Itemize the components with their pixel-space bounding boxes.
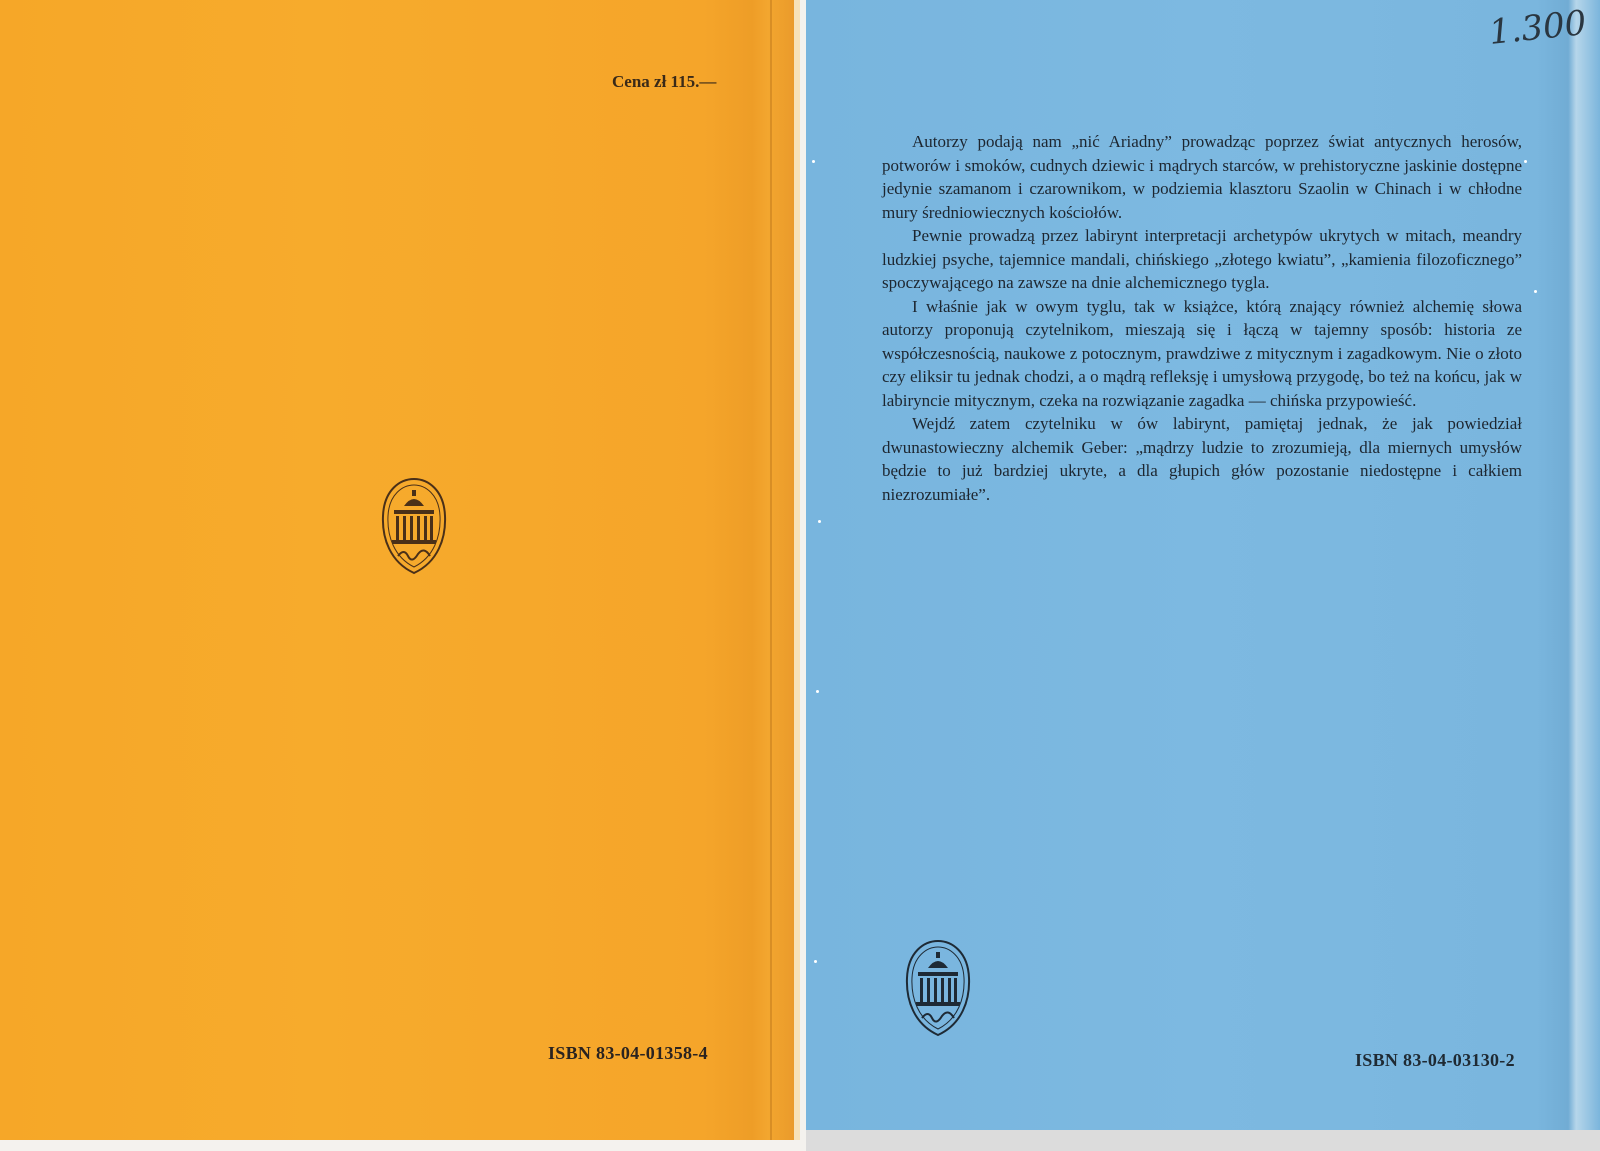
blurb-paragraph: I właśnie jak w owym tyglu, tak w książce, którą znający również alchemię słowa autorzy proponują czytelnikom, mieszają się i łączą w tajemny sposób: historia ze współczesnością, naukowe z potocznym, prawdziwe z mitycznym i zagadkowym. Nie o złoto czy eliksir tu jednak chodzi, a o mądrą refleksję i umysłową przygodę, bo też na końcu, jak w labiryncie mitycznym, czeka na rozwiązanie zagadka — chińska przypowieść. [882,296,1522,410]
blurb-paragraph: Autorzy podają nam „nić Ariadny” prowadząc poprzez świat antycznych herosów, potworów i smoków, cudnych dziewic i mądrych starców, w prehistoryczne jaskinie dostępne jedynie szamanom i czarownikom, w podziemia klasztoru Szaolin w Chinach i w chłodne mury średniowiecznych kościołów. [882,132,1522,222]
blurb-paragraph: Pewnie prowadzą przez labirynt interpretacji archetypów ukrytych w mitach, meandry ludzkiej psyche, tajemnice mandali, chińskiego „złotego kwiatu”, „kamienia filozoficznego” spoczywającego na zawsze na dnie alchemicznego tygla. [882,226,1522,292]
scan-speck [818,520,821,523]
price-label: Cena zł 115.— [612,72,717,91]
scan-speck [816,690,819,693]
publisher-emblem-icon [378,476,450,581]
scan-speck [812,160,815,163]
spine-edge [794,0,800,1140]
scan-bottom-edge [806,1130,1600,1151]
handwritten-note: 1.300 [1486,3,1588,53]
isbn-number: ISBN 83-04-01358-4 [548,1043,708,1063]
scan-speck [814,960,817,963]
spine-fold [770,0,772,1140]
isbn-number: ISBN 83-04-03130-2 [1355,1050,1515,1070]
back-cover-blue [806,0,1600,1130]
blurb-text [882,130,1522,506]
scan-speck [1524,160,1527,163]
back-cover-orange [0,0,800,1140]
scan-speck [1534,290,1537,293]
blurb-paragraph: Wejdź zatem czytelniku w ów labirynt, pamiętaj jednak, że jak powiedział dwunastowieczny alchemik Geber: „mądrzy ludzie to zrozumieją, dla miernych umysłów będzie to już bardziej ukryte, a dla głupich głów pozostanie niedostępne i całkiem niezrozumiałe”. [882,414,1522,504]
publisher-emblem-icon [902,938,974,1043]
